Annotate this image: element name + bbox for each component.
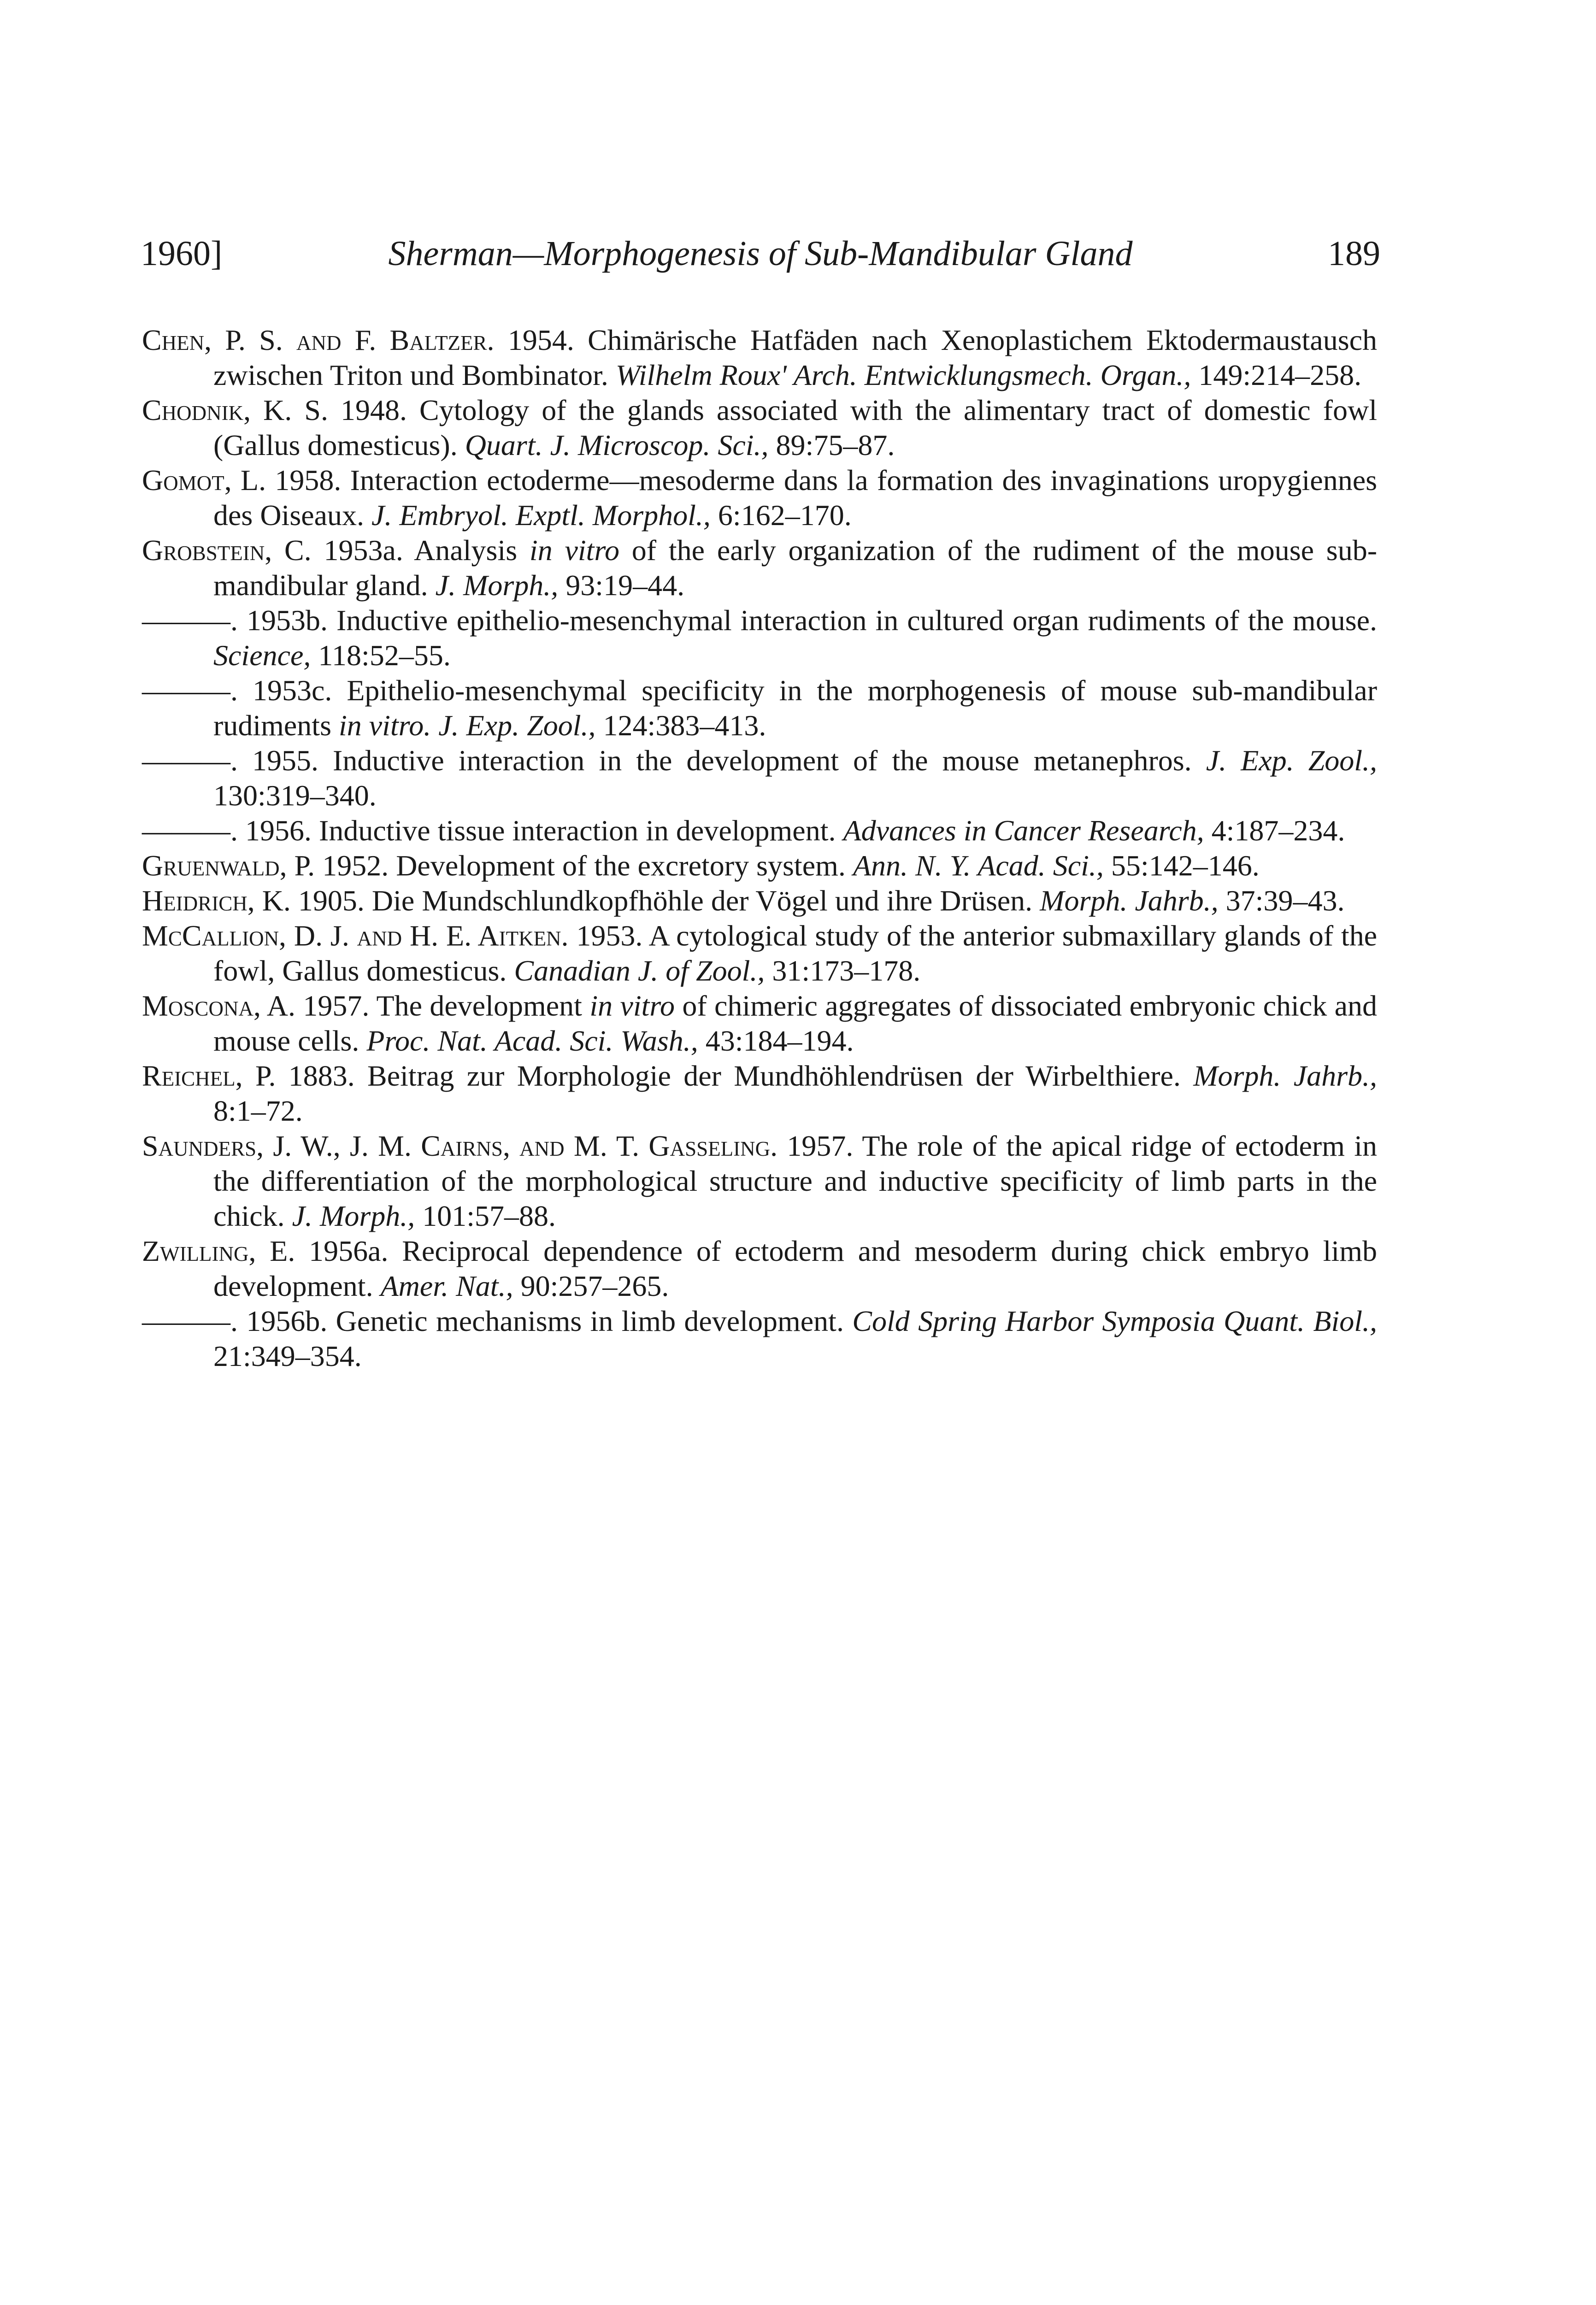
reference-journal: Cold Spring Harbor Symposia Quant. Biol., <box>852 1305 1378 1337</box>
reference-volume-pages: 149:214–258. <box>1191 359 1362 391</box>
reference-author: Saunders, J. W., J. M. Cairns, and M. T. Gasseling. <box>142 1129 778 1162</box>
reference-author-dash: ———. <box>142 674 238 707</box>
reference-text: 1955. Inductive interaction in the development of the mouse metanephros. <box>238 744 1206 777</box>
reference-journal: Ann. N. Y. Acad. Sci., <box>853 849 1104 882</box>
reference-entry <box>142 743 1377 813</box>
reference-author: Zwilling, E. <box>142 1235 295 1267</box>
reference-author-dash: ———. <box>142 1305 238 1337</box>
reference-volume-pages: 21:349–354. <box>213 1340 362 1372</box>
reference-italic-term: in vitro. <box>338 709 431 742</box>
reference-entry <box>142 813 1377 848</box>
reference-author-dash: ———. <box>142 744 238 777</box>
reference-text: 1953b. Inductive epithelio-mesenchymal interaction in cultured organ rudiments of the mouse. <box>238 604 1377 637</box>
reference-journal: J. Morph., <box>435 569 559 602</box>
reference-journal: Canadian J. of Zool., <box>514 954 765 987</box>
reference-entry <box>142 323 1377 393</box>
reference-entry <box>142 603 1377 673</box>
reference-text: 1958. Interaction ectoderme—mesoderme dans la formation des invaginations uropygiennes des Oiseaux. <box>213 464 1377 532</box>
reference-entry <box>142 393 1377 463</box>
reference-italic-term: in vitro <box>529 534 619 567</box>
reference-entry <box>142 533 1377 603</box>
reference-volume-pages: 93:19–44. <box>558 569 685 602</box>
reference-journal: Morph. Jahrb., <box>1040 884 1219 917</box>
reference-entry <box>142 1234 1377 1304</box>
reference-journal: J. Exp. Zool., <box>1206 744 1378 777</box>
reference-text: 1905. Die Mundschlundkopfhöhle der Vögel und ihre Drüsen. <box>290 884 1040 917</box>
reference-author: Moscona, A. <box>142 989 295 1022</box>
reference-journal: J. Embryol. Exptl. Morphol., <box>371 499 711 532</box>
reference-author: Heidrich, K. <box>142 884 291 917</box>
reference-author-dash: ———. <box>142 604 238 637</box>
reference-text: of the early organization of the rudiment of the mouse sub-mandibular gland. <box>213 534 1378 602</box>
reference-text: 1948. Cytology of the glands associated with the alimentary tract of domestic fowl (Gallus domesticus). <box>213 394 1377 461</box>
reference-entry <box>142 883 1377 918</box>
reference-entry <box>142 848 1377 883</box>
reference-journal: Advances in Cancer Research, <box>843 814 1204 847</box>
reference-author-dash: ———. <box>142 814 238 847</box>
reference-text: 1956b. Genetic mechanisms in limb development. <box>238 1305 853 1337</box>
reference-text: of chimeric aggregates of dissociated embryonic chick and mouse cells. <box>213 989 1378 1057</box>
reference-volume-pages: 4:187–234. <box>1204 814 1345 847</box>
reference-author: McCallion, D. J. and H. E. Aitken. <box>142 919 569 952</box>
reference-entry <box>142 1304 1377 1374</box>
reference-text: 1953. A cytological study of the anterior submaxillary glands of the fowl, Gallus domesticus. <box>213 919 1378 987</box>
reference-volume-pages: 37:39–43. <box>1218 884 1345 917</box>
reference-entry <box>142 918 1377 988</box>
reference-volume-pages: 118:52–55. <box>311 639 451 672</box>
reference-journal: J. Morph., <box>292 1200 415 1232</box>
reference-entry <box>142 1058 1377 1129</box>
reference-text: 1952. Development of the excretory system. <box>315 849 853 882</box>
reference-volume-pages: 101:57–88. <box>415 1200 556 1232</box>
reference-author: Grobstein, C. <box>142 534 312 567</box>
reference-journal: Quart. J. Microscop. Sci., <box>465 429 769 461</box>
reference-volume-pages: 124:383–413. <box>595 709 766 742</box>
reference-volume-pages: 130:319–340. <box>213 779 377 812</box>
reference-text: 1953a. Analysis <box>311 534 530 567</box>
reference-volume-pages: 6:162–170. <box>710 499 852 532</box>
reference-journal: Proc. Nat. Acad. Sci. Wash., <box>366 1024 698 1057</box>
reference-journal: Amer. Nat., <box>380 1270 513 1302</box>
reference-text: 1956. Inductive tissue interaction in development. <box>238 814 843 847</box>
reference-author: Gomot, L. <box>142 464 266 496</box>
reference-volume-pages: 43:184–194. <box>698 1024 854 1057</box>
reference-text: 1956a. Reciprocal dependence of ectoderm and mesoderm during chick embryo limb development. <box>213 1235 1377 1302</box>
reference-text <box>431 709 438 742</box>
reference-text: 1883. Beitrag zur Morphologie der Mundhöhlendrüsen der Wirbelthiere. <box>276 1059 1194 1092</box>
page-number: 189 <box>1328 234 1380 273</box>
reference-volume-pages: 8:1–72. <box>213 1094 303 1127</box>
reference-entry <box>142 1129 1377 1234</box>
reference-author: Chodnik, K. S. <box>142 394 328 426</box>
reference-text: 1957. The development <box>295 989 590 1022</box>
reference-text: 1953c. Epithelio-mesenchymal specificity in the morphogenesis of mouse sub-mandibular rudiments <box>213 674 1377 742</box>
header-title: Sherman—Morphogenesis of Sub-Mandibular Gland <box>388 234 1133 273</box>
reference-volume-pages: 89:75–87. <box>768 429 895 461</box>
reference-volume-pages: 90:257–265. <box>513 1270 669 1302</box>
reference-volume-pages: 31:173–178. <box>765 954 921 987</box>
reference-entry <box>142 673 1377 743</box>
reference-entry <box>142 988 1377 1058</box>
reference-journal: Wilhelm Roux' Arch. Entwicklungsmech. Organ., <box>615 359 1191 391</box>
running-header <box>141 226 1380 281</box>
header-year: 1960] <box>141 234 223 273</box>
reference-author: Reichel, P. <box>142 1059 276 1092</box>
reference-text: 1954. Chimärische Hatfäden nach Xenoplastichem Ektodermaustausch zwischen Triton und Bombinator. <box>213 324 1378 391</box>
reference-entry <box>142 463 1377 533</box>
reference-text: 1957. The role of the apical ridge of ectoderm in the differentiation of the morphological structure and inductive specificity of limb parts in the chick. <box>213 1129 1378 1232</box>
reference-volume-pages: 55:142–146. <box>1103 849 1260 882</box>
reference-list <box>142 323 1377 1374</box>
reference-author: Chen, P. S. and F. Baltzer. <box>142 324 495 356</box>
reference-author: Gruenwald, P. <box>142 849 315 882</box>
reference-journal: J. Exp. Zool., <box>438 709 596 742</box>
reference-journal: Morph. Jahrb., <box>1193 1059 1378 1092</box>
reference-italic-term: in vitro <box>589 989 675 1022</box>
reference-journal: Science, <box>213 639 311 672</box>
